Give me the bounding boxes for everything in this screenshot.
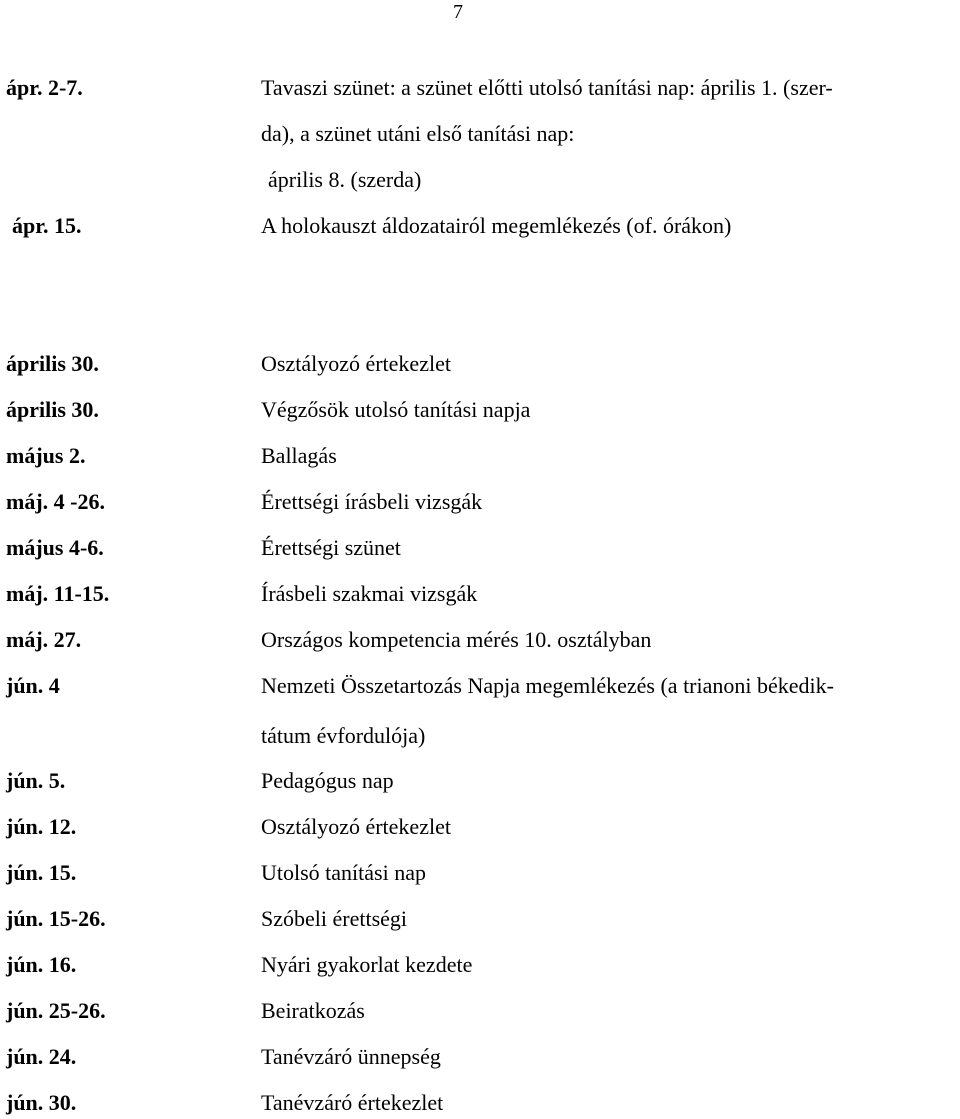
schedule-row bbox=[0, 670, 960, 702]
schedule-text: Írásbeli szakmai vizsgák bbox=[261, 581, 478, 606]
schedule-row bbox=[0, 949, 960, 981]
schedule-text: Osztályozó értekezlet bbox=[261, 351, 451, 376]
schedule-text: Érettségi szünet bbox=[261, 535, 401, 560]
schedule-text: A holokauszt áldozatairól megemlékezés (of. órákon) bbox=[261, 213, 732, 238]
schedule-date: ápr. 15. bbox=[12, 213, 82, 238]
schedule-date: máj. 11-15. bbox=[6, 581, 110, 606]
schedule-row bbox=[0, 164, 960, 196]
schedule-date: április 30. bbox=[6, 351, 99, 376]
schedule-row bbox=[0, 1087, 960, 1119]
schedule-text: Végzősök utolsó tanítási napja bbox=[261, 397, 531, 422]
schedule-row bbox=[0, 811, 960, 843]
schedule-row bbox=[0, 440, 960, 472]
schedule-text: Érettségi írásbeli vizsgák bbox=[261, 489, 483, 514]
schedule-row bbox=[0, 1041, 960, 1073]
schedule-text: Nemzeti Összetartozás Napja megemlékezés (a trianoni békedik- bbox=[261, 673, 834, 698]
schedule-text: Tanévzáró ünnepség bbox=[261, 1044, 441, 1069]
schedule-row bbox=[0, 532, 960, 564]
schedule-date: május 2. bbox=[6, 443, 86, 468]
schedule-row bbox=[0, 394, 960, 426]
schedule-text: Osztályozó értekezlet bbox=[261, 814, 451, 839]
schedule-date: máj. 4 -26. bbox=[6, 489, 105, 514]
schedule-date: jún. 16. bbox=[6, 952, 77, 977]
schedule-row bbox=[0, 72, 960, 104]
schedule-row bbox=[0, 348, 960, 380]
schedule-date: jún. 12. bbox=[6, 814, 77, 839]
schedule-text: Beiratkozás bbox=[261, 998, 365, 1023]
schedule-date: jún. 30. bbox=[6, 1090, 77, 1115]
schedule-row bbox=[0, 903, 960, 935]
schedule-row bbox=[0, 210, 960, 242]
schedule-date: jún. 4 bbox=[6, 673, 60, 698]
schedule-text: Ballagás bbox=[261, 443, 337, 468]
schedule-date: jún. 15-26. bbox=[6, 906, 106, 931]
schedule-text: Szóbeli érettségi bbox=[261, 906, 408, 931]
schedule-text: Országos kompetencia mérés 10. osztályban bbox=[261, 627, 652, 652]
schedule-date: május 4-6. bbox=[6, 535, 104, 560]
schedule-text: Pedagógus nap bbox=[261, 768, 394, 793]
schedule-row bbox=[0, 857, 960, 889]
schedule-row bbox=[0, 118, 960, 150]
page-number: 7 bbox=[453, 1, 463, 23]
schedule-row bbox=[0, 578, 960, 610]
schedule-row bbox=[0, 624, 960, 656]
schedule-date: jún. 5. bbox=[6, 768, 66, 793]
schedule-row bbox=[0, 995, 960, 1027]
schedule-text: Tanévzáró értekezlet bbox=[261, 1090, 444, 1115]
schedule-text: április 8. (szerda) bbox=[268, 167, 422, 192]
schedule-row bbox=[0, 720, 960, 752]
schedule-date: máj. 27. bbox=[6, 627, 82, 652]
schedule-date: jún. 15. bbox=[6, 860, 77, 885]
schedule-text: Tavaszi szünet: a szünet előtti utolsó tanítási nap: április 1. (szer- bbox=[261, 75, 833, 100]
schedule-text: da), a szünet utáni első tanítási nap: bbox=[261, 121, 575, 146]
schedule-row bbox=[0, 486, 960, 518]
schedule-date: jún. 24. bbox=[6, 1044, 77, 1069]
schedule-date: jún. 25-26. bbox=[6, 998, 106, 1023]
schedule-text: tátum évfordulója) bbox=[261, 723, 426, 748]
schedule-text: Utolsó tanítási nap bbox=[261, 860, 426, 885]
schedule-date: április 30. bbox=[6, 397, 99, 422]
schedule-text: Nyári gyakorlat kezdete bbox=[261, 952, 473, 977]
schedule-date: ápr. 2-7. bbox=[6, 75, 83, 100]
schedule-row bbox=[0, 765, 960, 797]
